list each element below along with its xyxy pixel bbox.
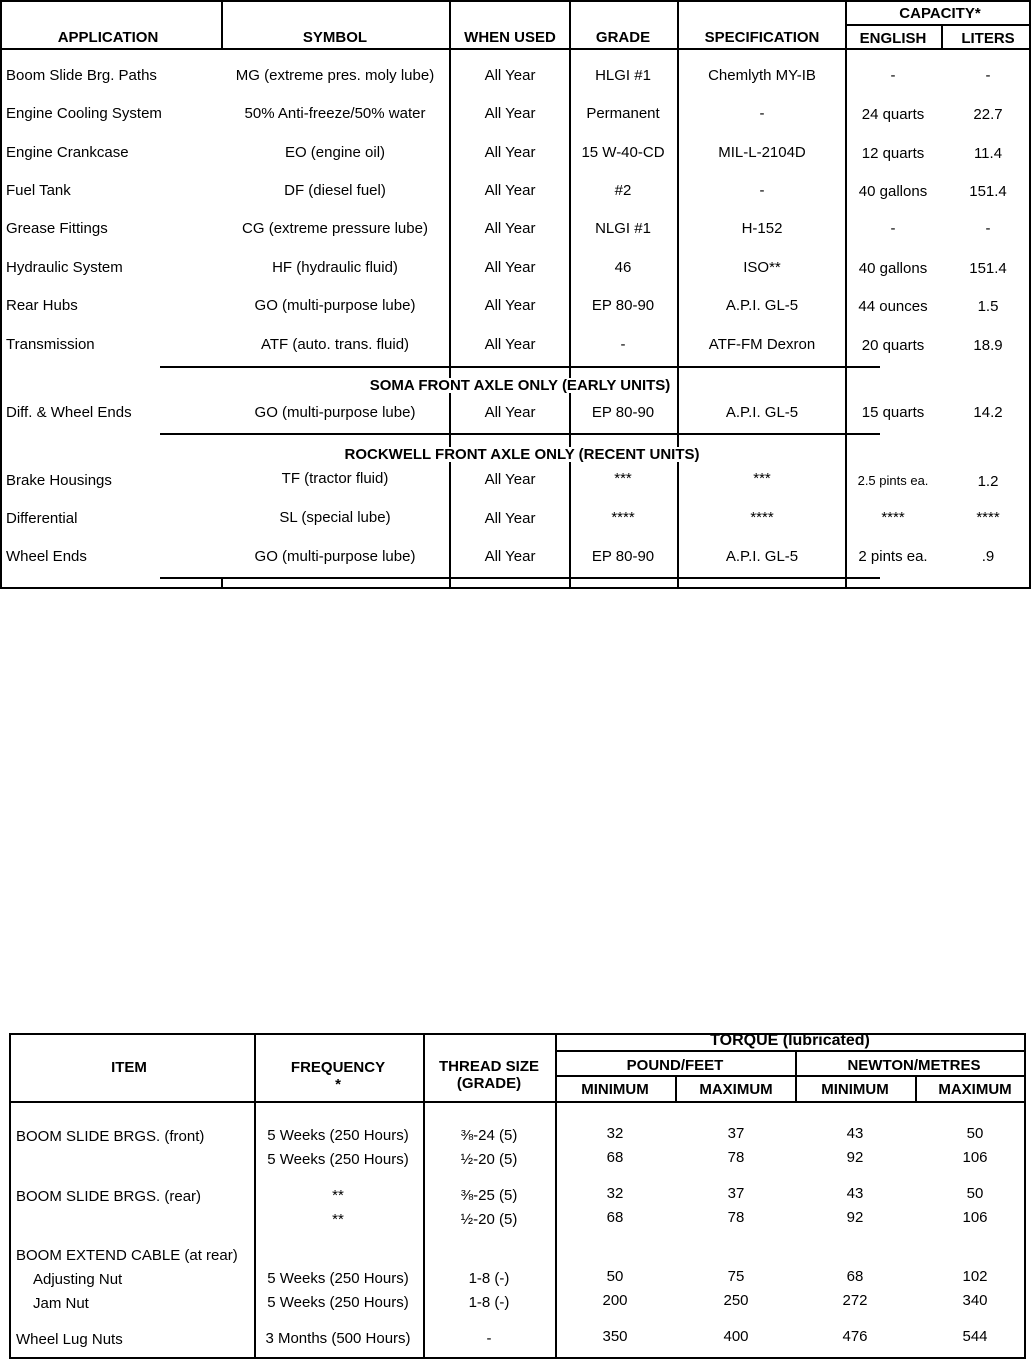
cell-grade: #2 [614, 182, 632, 199]
cell-frequency: 5 Weeks (250 Hours) [267, 1294, 409, 1311]
cell-when-used: All Year [484, 471, 536, 488]
cell-english: 2.5 pints ea. [857, 473, 929, 488]
cell-specification: A.P.I. GL-5 [725, 297, 799, 314]
cell-nm-min: 43 [846, 1185, 864, 1202]
cell-liters: 14.2 [973, 404, 1003, 421]
cell-nm-min: 68 [846, 1268, 864, 1285]
header-application: APPLICATION [57, 29, 159, 46]
cell-english: 20 quarts [861, 337, 925, 354]
cell-liters: 151.4 [969, 260, 1007, 277]
cell-when-used: All Year [484, 510, 536, 527]
col-divider [449, 0, 451, 589]
cell-application: Grease Fittings [6, 220, 108, 237]
cell-application: Boom Slide Brg. Paths [6, 67, 157, 84]
cell-symbol: GO (multi-purpose lube) [254, 404, 416, 421]
cell-pf-min: 50 [606, 1268, 624, 1285]
cell-application: Transmission [6, 336, 95, 353]
cell-pf-max: 37 [727, 1125, 745, 1142]
section-rule [160, 366, 880, 368]
cell-symbol: MG (extreme pres. moly lube) [235, 67, 435, 84]
cell-symbol: SL (special lube) [279, 509, 391, 526]
header-capacity: CAPACITY* [899, 5, 981, 22]
cell-pf-min: 350 [602, 1328, 628, 1345]
cell-when-used: All Year [484, 404, 536, 421]
cell-symbol: TF (tractor fluid) [281, 470, 389, 487]
cell-application: Hydraulic System [6, 259, 123, 276]
cell-thread: 1-8 (-) [468, 1294, 510, 1311]
cell-frequency: 5 Weeks (250 Hours) [267, 1151, 409, 1168]
lube-header-rule [0, 48, 1031, 50]
cell-when-used: All Year [484, 548, 536, 565]
cell-nm-min: 92 [846, 1149, 864, 1166]
cell-item: BOOM EXTEND CABLE (at rear) [16, 1247, 238, 1264]
cell-liters: 1.5 [977, 298, 999, 315]
cell-nm-max: 102 [962, 1268, 988, 1285]
cell-liters: - [985, 67, 991, 84]
col-divider [677, 0, 679, 589]
cell-english: 12 quarts [861, 145, 925, 162]
cell-pf-max: 78 [727, 1149, 745, 1166]
cell-item: Adjusting Nut [33, 1271, 123, 1288]
cell-specification: - [759, 182, 765, 199]
cell-english: 2 pints ea. [858, 548, 928, 565]
header-maximum: MAXIMUM [699, 1081, 773, 1098]
cell-grade: 46 [614, 259, 632, 276]
cell-liters: .9 [981, 548, 995, 565]
cell-liters: 18.9 [973, 337, 1003, 354]
cell-thread: ½-20 (5) [460, 1211, 518, 1228]
cell-liters: 1.2 [977, 473, 999, 490]
cell-frequency: ** [332, 1187, 344, 1204]
header-minimum: MINIMUM [581, 1081, 649, 1098]
cell-pf-max: 37 [727, 1185, 745, 1202]
cell-nm-max: 50 [966, 1125, 984, 1142]
header-item: ITEM [111, 1059, 147, 1076]
col-divider [845, 0, 847, 589]
header-when-used: WHEN USED [464, 29, 556, 46]
col-divider [941, 24, 943, 49]
cell-nm-min: 476 [842, 1328, 868, 1345]
header-frequency-note: * [335, 1076, 341, 1093]
cell-specification: A.P.I. GL-5 [725, 404, 799, 421]
cell-frequency: 5 Weeks (250 Hours) [267, 1270, 409, 1287]
col-divider [555, 1033, 557, 1359]
cell-application: Brake Housings [6, 472, 112, 489]
cell-frequency: 5 Weeks (250 Hours) [267, 1127, 409, 1144]
torque-header-rule [9, 1101, 1026, 1103]
cell-symbol: CG (extreme pressure lube) [242, 220, 428, 237]
cell-english: 40 gallons [858, 260, 928, 277]
cell-pf-max: 250 [723, 1292, 749, 1309]
cell-liters: 151.4 [969, 183, 1007, 200]
cell-specification: Chemlyth MY-IB [708, 67, 816, 84]
cell-pf-min: 32 [606, 1185, 624, 1202]
cell-english: 44 ounces [858, 298, 928, 315]
cell-when-used: All Year [484, 297, 536, 314]
cell-when-used: All Year [484, 182, 536, 199]
cell-pf-max: 78 [727, 1209, 745, 1226]
cell-symbol: 50% Anti-freeze/50% water [244, 105, 426, 122]
col-divider [915, 1076, 917, 1102]
cell-liters: - [985, 220, 991, 237]
cell-specification: **** [750, 509, 774, 526]
cell-symbol: GO (multi-purpose lube) [254, 297, 416, 314]
cell-liters: 11.4 [973, 145, 1003, 162]
cell-when-used: All Year [484, 144, 536, 161]
cell-english: 15 quarts [861, 404, 925, 421]
cell-grade: - [620, 336, 626, 353]
header-symbol: SYMBOL [302, 29, 368, 46]
section-heading-soma: SOMA FRONT AXLE ONLY (EARLY UNITS) [369, 377, 671, 394]
cell-symbol: HF (hydraulic fluid) [272, 259, 398, 276]
cell-specification: A.P.I. GL-5 [725, 548, 799, 565]
cell-nm-min: 92 [846, 1209, 864, 1226]
cell-grade: HLGI #1 [595, 67, 651, 84]
header-liters: LITERS [961, 30, 1015, 47]
cell-liters: 22.7 [973, 106, 1003, 123]
cell-thread: - [486, 1330, 492, 1347]
cell-specification: *** [753, 470, 771, 487]
cell-nm-min: 272 [842, 1292, 868, 1309]
col-divider [795, 1050, 797, 1102]
cell-application: Fuel Tank [6, 182, 71, 199]
cell-grade: *** [614, 470, 632, 487]
cell-when-used: All Year [484, 220, 536, 237]
cell-symbol: ATF (auto. trans. fluid) [260, 336, 410, 353]
cell-grade: EP 80-90 [591, 404, 655, 421]
cell-symbol: EO (engine oil) [284, 144, 386, 161]
cell-symbol: DF (diesel fuel) [284, 182, 386, 199]
cell-application: Wheel Ends [6, 548, 87, 565]
cell-specification: MIL-L-2104D [718, 144, 806, 161]
header-grade: GRADE [595, 29, 651, 46]
cell-item: Wheel Lug Nuts [16, 1331, 123, 1348]
cell-pf-min: 200 [602, 1292, 628, 1309]
cell-pf-max: 75 [727, 1268, 745, 1285]
header-specification: SPECIFICATION [704, 29, 820, 46]
cell-item: BOOM SLIDE BRGS. (rear) [16, 1188, 202, 1205]
cell-pf-max: 400 [723, 1328, 749, 1345]
cell-english: 24 quarts [861, 106, 925, 123]
header-torque: TORQUE (lubricated) [710, 1032, 870, 1049]
cell-application: Differential [6, 510, 78, 527]
section-rule [160, 577, 880, 579]
cell-pf-min: 68 [606, 1209, 624, 1226]
cell-thread: 1-8 (-) [468, 1270, 510, 1287]
cell-thread: ½-20 (5) [460, 1151, 518, 1168]
cell-when-used: All Year [484, 67, 536, 84]
cell-thread: ⅜-25 (5) [460, 1187, 518, 1204]
capacity-subheader-rule [845, 24, 1031, 26]
cell-symbol: GO (multi-purpose lube) [254, 548, 416, 565]
cell-pf-min: 68 [606, 1149, 624, 1166]
col-divider [675, 1076, 677, 1102]
header-maximum: MAXIMUM [938, 1081, 1012, 1098]
cell-nm-max: 340 [962, 1292, 988, 1309]
cell-frequency: 3 Months (500 Hours) [265, 1330, 411, 1347]
cell-nm-max: 50 [966, 1185, 984, 1202]
header-pound-feet: POUND/FEET [626, 1057, 724, 1074]
cell-grade: EP 80-90 [591, 548, 655, 565]
cell-grade: 15 W-40-CD [581, 144, 665, 161]
cell-english: **** [881, 509, 905, 526]
cell-thread: ⅜-24 (5) [460, 1127, 518, 1144]
cell-when-used: All Year [484, 336, 536, 353]
cell-grade: EP 80-90 [591, 297, 655, 314]
cell-specification: ATF-FM Dexron [708, 336, 816, 353]
header-minimum: MINIMUM [821, 1081, 889, 1098]
cell-pf-min: 32 [606, 1125, 624, 1142]
torque-subheader-rule [555, 1050, 1026, 1052]
header-thread-size: THREAD SIZE [438, 1058, 540, 1075]
cell-nm-min: 43 [846, 1125, 864, 1142]
cell-specification: ISO** [743, 259, 781, 276]
header-frequency: FREQUENCY [290, 1059, 386, 1076]
cell-when-used: All Year [484, 259, 536, 276]
cell-application: Engine Cooling System [6, 105, 162, 122]
col-divider [423, 1033, 425, 1359]
cell-grade: Permanent [586, 105, 660, 122]
cell-english: - [890, 67, 896, 84]
cell-application: Rear Hubs [6, 297, 78, 314]
cell-when-used: All Year [484, 105, 536, 122]
cell-nm-max: 106 [962, 1209, 988, 1226]
cell-nm-max: 544 [962, 1328, 988, 1345]
cell-english: - [890, 220, 896, 237]
cell-english: 40 gallons [858, 183, 928, 200]
col-divider [221, 578, 223, 589]
cell-liters: **** [976, 509, 1000, 526]
cell-item: BOOM SLIDE BRGS. (front) [16, 1128, 205, 1145]
cell-nm-max: 106 [962, 1149, 988, 1166]
header-english: ENGLISH [859, 30, 927, 47]
col-divider [221, 0, 223, 49]
cell-grade: NLGI #1 [595, 220, 651, 237]
cell-item: Jam Nut [33, 1295, 89, 1312]
header-grade: (GRADE) [456, 1075, 522, 1092]
lubrication-table [0, 0, 1031, 589]
cell-specification: H-152 [741, 220, 783, 237]
col-divider [254, 1033, 256, 1359]
section-heading-rockwell: ROCKWELL FRONT AXLE ONLY (RECENT UNITS) [344, 446, 700, 463]
cell-frequency: ** [332, 1211, 344, 1228]
header-newton-metres: NEWTON/METRES [847, 1057, 981, 1074]
cell-application: Diff. & Wheel Ends [6, 404, 132, 421]
cell-grade: **** [611, 509, 635, 526]
torque-subheader-rule [555, 1075, 1026, 1077]
col-divider [569, 0, 571, 589]
cell-specification: - [759, 105, 765, 122]
cell-application: Engine Crankcase [6, 144, 129, 161]
section-rule [160, 433, 880, 435]
